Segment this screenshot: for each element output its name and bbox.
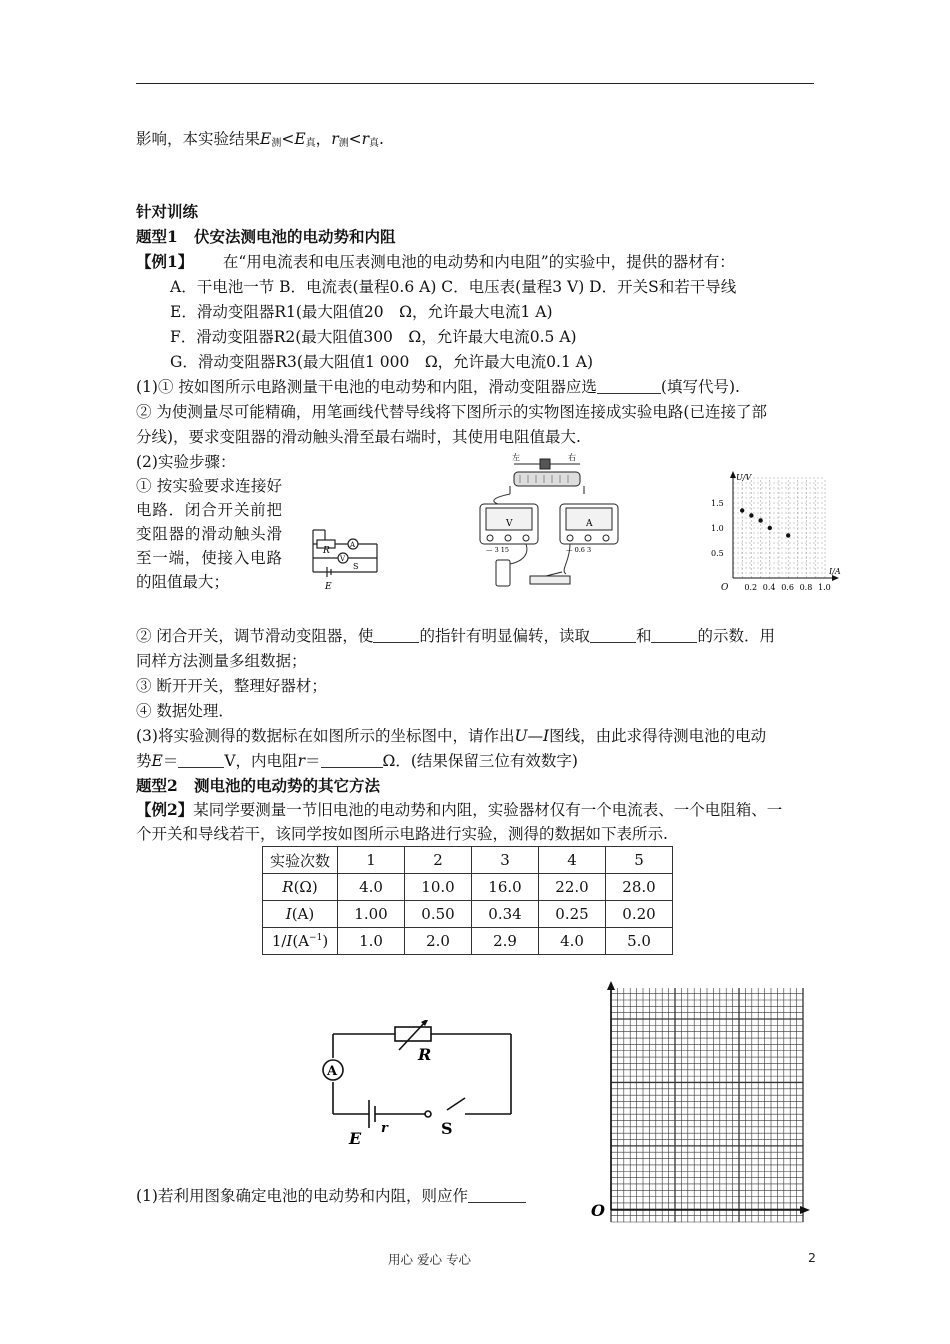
option-abcd: A．干电池一节 B．电流表(量程0.6 A) C．电压表(量程3 V) D．开关S和若干导线 (170, 278, 737, 296)
option-g: G．滑动变阻器R3(最大阻值1 000 Ω，允许最大电流0.1 A) (170, 353, 594, 371)
apparatus-label-volt: V (506, 519, 513, 529)
apparatus-drawing (470, 452, 650, 592)
q1b-line1: ② 为使测量尽可能精确，用笔画线代替导线将下图所示的实物图连接成实验电路(已连接了部 (136, 403, 767, 421)
table-cell: 0.50 (405, 901, 472, 928)
step3: ③ 断开开关，整理好器材； (136, 677, 327, 695)
row-label: R(Ω) (263, 874, 338, 901)
apparatus-amp-terminals: — 0.6 3 (566, 546, 592, 554)
step1-text: ① 按实验要求连接好电路．闭合开关前把变阻器的滑动触头滑至一端，使接入电路的阻值最大； (136, 477, 282, 591)
ui-ytick-label: 0.5 (711, 549, 724, 558)
header-rule (136, 83, 814, 84)
circuit2-label-s: S (441, 1119, 453, 1138)
circuit2-label-r-big: R (418, 1045, 432, 1064)
circuit2-ammeter-label: A (327, 1064, 338, 1079)
ui-graph-ylabel: U/V (736, 473, 752, 482)
step2-line1: ② 闭合开关，调节滑动变阻器，使 的指针有明显偏转，读取 和 的示数．用 (136, 627, 775, 645)
option-f: F．滑动变阻器R2(最大阻值300 Ω，允许最大电流0.5 A) (170, 328, 577, 346)
circuit-diagram-1 (295, 520, 385, 594)
table-cell: 5.0 (606, 928, 673, 955)
apparatus-label-amp: A (586, 519, 593, 529)
table-cell: 4.0 (338, 874, 405, 901)
circuit-diagram-2 (315, 1020, 525, 1150)
table-row (263, 874, 673, 901)
table-col: 5 (606, 847, 673, 874)
table-row (263, 928, 673, 955)
table-cell: 2.0 (405, 928, 472, 955)
table-cell: 0.34 (472, 901, 539, 928)
circuit1-label-r: R (323, 546, 330, 556)
intro-line: 影响，本实验结果$E_测<E_真$，$r_测<r_真$. (136, 130, 384, 149)
ui-data-point (740, 508, 744, 512)
circuit2-label-e: E (349, 1129, 362, 1148)
row-label: I(A) (263, 901, 338, 928)
example2-q1: (1)若利用图象确定电池的电动势和内阻，则应作 (136, 1186, 526, 1206)
ui-data-point (768, 526, 772, 530)
table-header-label: 实验次数 (263, 847, 338, 874)
ui-xtick-label: 0.6 (781, 583, 794, 592)
page-number: 2 (808, 1250, 816, 1265)
step2-line2: 同样方法测量多组数据； (136, 652, 307, 670)
table-cell: 28.0 (606, 874, 673, 901)
option-e: E．滑动变阻器R1(最大阻值20 Ω，允许最大电流1 A) (170, 303, 553, 321)
table-cell: 2.9 (472, 928, 539, 955)
ui-data-point (786, 533, 790, 537)
ui-ytick-label: 1.5 (711, 499, 724, 508)
circuit1-label-e: E (325, 582, 332, 592)
circuit1-label-a: A (350, 541, 356, 549)
example2-line2: 个开关和导线若干，该同学按如图所示电路进行实验，测得的数据如下表所示. (136, 825, 668, 843)
table-header-row (263, 847, 673, 874)
ui-ytick-label: 1.0 (711, 524, 724, 533)
type1-heading: 题型1 伏安法测电池的电动势和内阻 (136, 227, 396, 246)
table-col: 4 (539, 847, 606, 874)
ui-data-point (749, 513, 753, 517)
q1a: (1)① 按如图所示电路测量干电池的电动势和内阻，滑动变阻器应选 (填写代号). (136, 378, 740, 396)
table-col: 2 (405, 847, 472, 874)
type2-heading: 题型2 测电池的电动势的其它方法 (136, 776, 381, 795)
ui-xtick-label: 0.4 (762, 583, 776, 592)
blank-graph-grid (588, 980, 813, 1246)
data-table (262, 846, 673, 955)
q3-line1: (3)将实验测得的数据标在如图所示的坐标图中，请作出U—I图线，由此求得待测电池的电动 (136, 727, 767, 745)
ui-xtick-label: 1.0 (818, 583, 831, 592)
table-cell: 0.20 (606, 901, 673, 928)
circuit1-label-s: S (353, 562, 359, 571)
table-cell: 0.25 (539, 901, 606, 928)
circuit1-label-v: V (340, 555, 346, 563)
table-col: 3 (472, 847, 539, 874)
apparatus-volt-terminals: — 3 15 (486, 546, 510, 554)
q2-label: (2)实验步骤： (136, 453, 236, 471)
ui-xtick-label: 0.8 (799, 583, 813, 592)
table-cell: 22.0 (539, 874, 606, 901)
ui-graph (705, 468, 845, 598)
table-cell: 4.0 (539, 928, 606, 955)
apparatus-label-right: 右 (568, 453, 576, 462)
table-col: 1 (338, 847, 405, 874)
table-cell: 10.0 (405, 874, 472, 901)
blank-grid-origin: O (591, 1201, 605, 1220)
section-heading: 针对训练 (136, 202, 199, 221)
footer-motto: 用心 爱心 专心 (388, 1252, 471, 1267)
example2-line1: 【例2】某同学要测量一节旧电池的电动势和内阻，实验器材仅有一个电流表、一个电阻箱、一 (136, 800, 783, 819)
step4: ④ 数据处理． (136, 702, 234, 720)
table-cell: 1.00 (338, 901, 405, 928)
q1b-line2: 分线)，要求变阻器的滑动触头滑至最右端时，其使用电阻值最大. (136, 428, 581, 446)
ui-graph-xlabel: I/A (829, 567, 841, 576)
row-label: $1/I(A^{-1})$ (263, 928, 338, 955)
table-row (263, 901, 673, 928)
example1-intro: 【例1】 在“用电流表和电压表测电池的电动势和内电阻”的实验中，提供的器材有： (136, 252, 735, 271)
table-cell: 16.0 (472, 874, 539, 901)
q3-line2: 势E＝ V，内电阻r＝ Ω．(结果保留三位有效数字) (136, 752, 578, 770)
circuit2-label-r-small: r (381, 1121, 388, 1136)
apparatus-label-left: 左 (512, 453, 520, 462)
table-cell: 1.0 (338, 928, 405, 955)
ui-graph-origin: O (721, 583, 729, 593)
ui-xtick-label: 0.2 (744, 583, 758, 592)
ui-data-point (758, 518, 762, 522)
